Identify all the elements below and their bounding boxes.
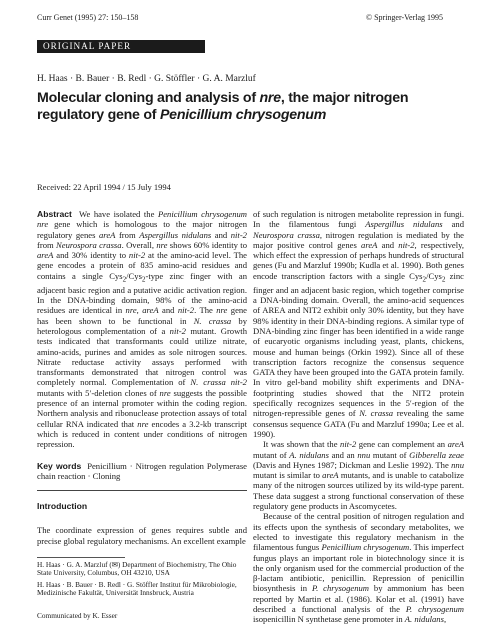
author-list: H. Haas · B. Bauer · B. Redl · G. Stöffler · G. A. Marzluf [37, 74, 256, 84]
article-type-banner [37, 40, 205, 53]
introduction-heading: Introduction [37, 501, 88, 512]
publisher-copyright: © Springer-Verlag 1995 [366, 13, 444, 22]
abstract-text: We have isolated the Penicillium chrysogenum nre gene which is homologous to the major nitrogen regulatory genes areA from Aspergillus nidulans and nit-2 from Neurospora crassa. Overall, nre shows 60% identity to areA and 30% identity to nit-2 at the amino-acid level. The gene encodes a protein of 835 amino-acid residues and contains a single Cys$_2$/Cys$_2$-type zinc finger with an adjacent basic region and a putative acidic activation region. In the DNA-binding domain, 98% of the amino-acid residues are identical in nre, areA and nit-2. The nre gene has been shown to be functional in N. crassa by heterologous complementation of a nit-2 mutant. Growth tests indicated that transformants could utilize nitrate, amino-acids, purines and amides as sole nitrogen sources. Nitrate reductase activity assays performed with transformants demonstrated that nitrogen control was completely normal. Complementation of N. crassa nit-2 mutants with 5′-deletion clones of nre suggests the possible presence of an internal promoter within the coding region. Northern analysis and ribonuclease protection assays of total cellular RNA indicated that nre encodes a 3.2-kb transcript which is reduced in content under conditions of nitrogen repression. [37, 209, 247, 450]
keywords-text: Penicillium · Nitrogen regulation Polymerase chain reaction · Cloning [37, 460, 247, 481]
intro-paragraph-2: It was shown that the nit-2 gene can complement an areA mutant of A. nidulans and an nnu mutant of Gibberella zeae (Davis and Hynes 1987; Dickman and Leslie 1992). The nnu mutant is similar to areA mutants, and is unable to catabolize many of the nitrogen sources utilized by its wild-type parent. These data suggest a strong functional conservation of these regulatory gene products in Ascomycetes. [253, 439, 465, 512]
keywords [37, 461, 247, 482]
intro-paragraph-1: of such regulation is nitrogen metabolite repression in fungi. In the filamentous fungi Aspergillus nidulans and Neurospora crassa, nitrogen regulation is mediated by the major positive control genes areA and nit-2, respectively, which effect the expression of perhaps hundreds of structural genes (Fu and Marzluf 1990b; Kudla et al. 1990). Both genes encode transcription factors with a single Cys$_2$/Cys$_2$ zinc finger and an adjacent basic region, which together comprise a DNA-binding domain. Overall, the amino-acid sequences of AREA and NIT2 exhibit only 30% identity, but they have 98% identity in their DNA-binding regions. A similar type of DNA-binding zinc finger has been identified in a wide range of eucaryotic organisms including yeast, plants, chickens, mouse and human beings (Orkin 1992). Since all of these transcription factors recognize the consensus sequence GATA they have been grouped into the GATA protein family. In vitro gel-band mobility shift experiments and DNA-footprinting studies showed that the NIT2 protein specifically recognizes sequences in the 5′-region of the nitrogen-repressible genes of N. crassa revealing the same consensus sequence GATA (Fu and Marzluf 1990a; Lee et al. 1990). [253, 209, 464, 439]
abstract-label: Abstract [37, 209, 72, 219]
intro-paragraph-3: Because of the central position of nitrogen regulation and its effects upon the synthesis of secondary metabolites, we elected to investigate this regulatory mechanism in the filamentous fungus Penicillium chrysogenum. This imperfect fungus plays an important role in biotechnology since it is the only organism used for the commercial production of the β-lactam antibiotic, penicillin. Repression of penicillin biosynthesis in P. chrysogenum by ammonium has been reported by Martin et al. (1986). Kolar et al. (1991) have described a functional analysis of the P. chrysogenum isopenicillin N synthetase gene promoter in A. nidulans, [253, 511, 465, 625]
abstract [37, 209, 247, 450]
communicated-by: Communicated by K. Esser [37, 610, 118, 620]
footnote-divider [37, 557, 125, 558]
introduction-text: The coordinate expression of genes requires subtle and precise global regulatory mechanisms. An excellent example [37, 525, 247, 546]
article-title: Molecular cloning and analysis of nre, the major nitrogen regulatory gene of Penicillium chrysogenum [37, 90, 409, 123]
affiliation-footnote-2: H. Haas · B. Bauer · B. Redl · G. Stöffler Institut für Mikrobiologie, Medizinische Fakultät, Universität Innsbruck, Austria [37, 579, 237, 598]
section-divider [37, 490, 247, 491]
received-dates: Received: 22 April 1994 / 15 July 1994 [37, 182, 171, 192]
article-type-label: ORIGINAL PAPER [43, 41, 132, 51]
left-column [37, 209, 247, 621]
affiliation-footnote-1: H. Haas · G. A. Marzluf (✉) Department of Biochemistry, The Ohio State University, Columbus, OH 43210, USA [37, 560, 237, 578]
keywords-label: Key words [37, 460, 82, 471]
right-column [253, 209, 464, 625]
journal-citation: Curr Genet (1995) 27: 150–158 [37, 13, 139, 22]
